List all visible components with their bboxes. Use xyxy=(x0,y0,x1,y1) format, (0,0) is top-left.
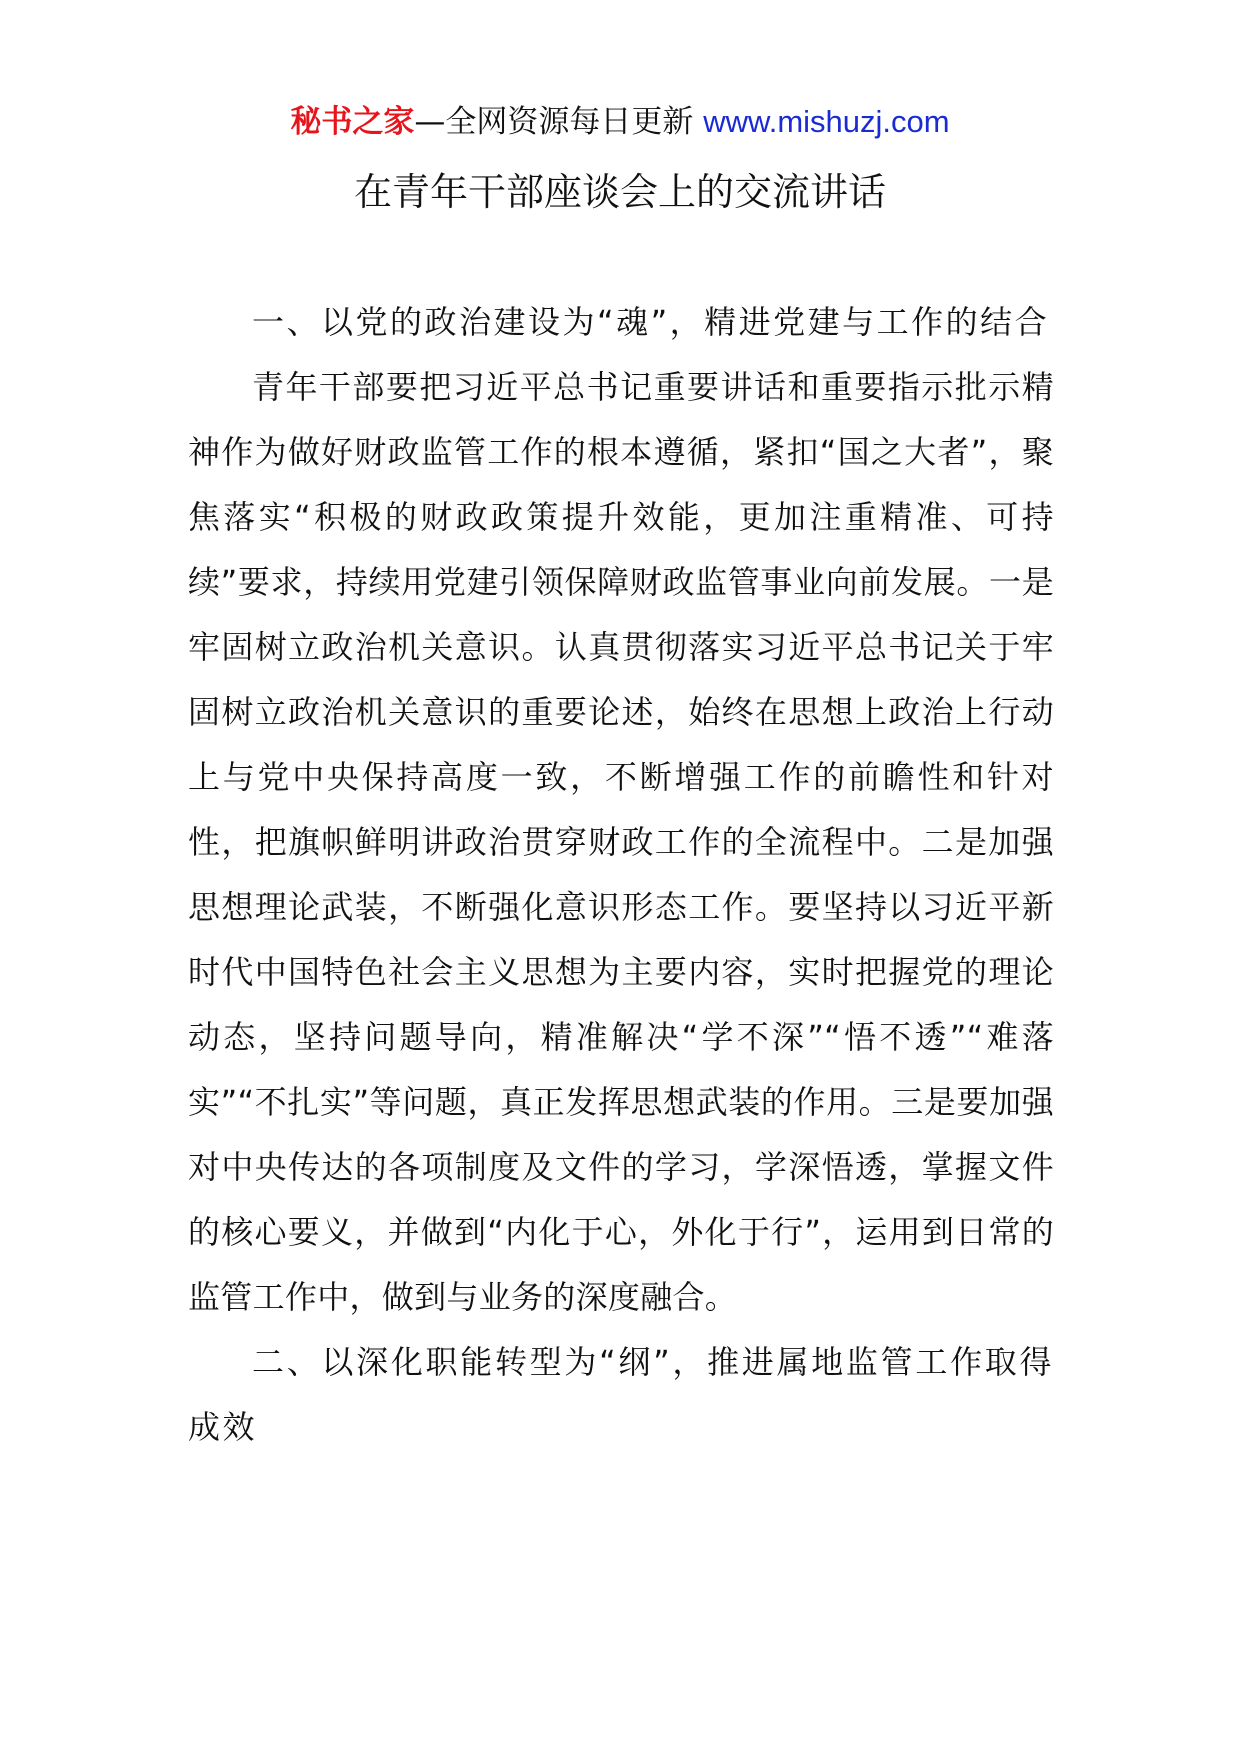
section-heading-1: 一、以党的政治建设为“魂”，精进党建与工作的结合 xyxy=(252,303,1050,341)
document-title: 在青年干部座谈会上的交流讲话 xyxy=(353,170,886,214)
document-body xyxy=(188,290,1054,1460)
site-url-link[interactable]: www.mishuzj.com xyxy=(703,104,950,139)
slogan: —全网资源每日更新 xyxy=(414,104,704,140)
section-heading-2: 二、以深化职能转型为“纲”，推进属地监管工作取得成效 xyxy=(188,1343,1054,1446)
body-paragraph: 青年干部要把习近平总书记重要讲话和重要指示批示精神作为做好财政监管工作的根本遵循，紧扣“国之大者”，聚焦落实“积极的财政政策提升效能，更加注重精准、可持续”要求，持续用党建引领保障财政监管事业向前发展。一是牢固树立政治机关意识。认真贯彻落实习近平总书记关于牢固树立政治机关意识的重要论述，始终在思想上政治上行动上与党中央保持高度一致，不断增强工作的前瞻性和针对性，把旗帜鲜明讲政治贯穿财政工作的全流程中。二是加强思想理论武装，不断强化意识形态工作。要坚持以习近平新时代中国特色社会主义思想为主要内容，实时把握党的理论动态，坚持问题导向，精准解决“学不深”“悟不透”“难落实”“不扎实”等问题，真正发挥思想武装的作用。三是要加强对中央传达的各项制度及文件的学习，学深悟透，掌握文件的核心要义，并做到“内化于心，外化于行”，运用到日常的监管工作中，做到与业务的深度融合。 xyxy=(188,368,1054,1316)
site-header xyxy=(0,100,1240,144)
brand-name: 秘书之家 xyxy=(290,104,415,140)
